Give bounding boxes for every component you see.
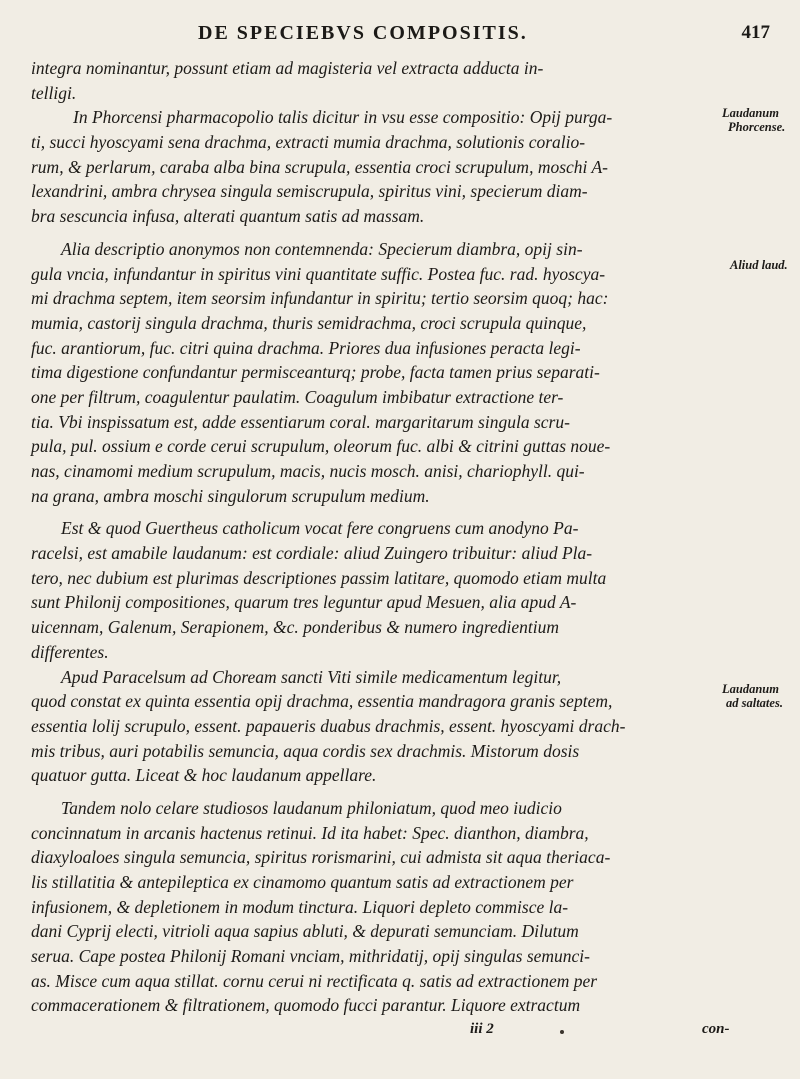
text-line: In Phorcensi pharmacopolio talis dicitur in vsu esse compositio: Opij purga- [73,107,613,128]
text-line: rum, & perlarum, caraba alba bina scrupula, essentia croci scrupulum, moschi A- [31,156,608,177]
text-line: Alia descriptio anonymos non contemnenda: Specierum diambra, opij sin- [61,238,583,259]
text-line: Tandem nolo celare studiosos laudanum philoniatum, quod meo iudicio [61,797,562,818]
text-line: mi drachma septem, item seorsim infundantur in spiritu; tertio seorsim quoq; hac: [31,288,609,309]
text-line: nas, cinamomi medium scrupulum, macis, nucis mosch. anisi, chariophyll. qui- [31,461,585,481]
running-head: DE SPECIEBVS COMPOSITIS. [198,22,528,44]
marginal-note-laudanum-phorcense: Laudanum Phorcense. [722,106,786,134]
body-text [31,56,719,1018]
text-line: essentia lolij scrupulo, essent. papaueris duabus drachmis, essent. hyoscyami drach- [31,715,626,736]
text-line: mumia, castorij singula drachma, thuris semidrachma, croci scrupula quinque, [31,312,587,333]
text-line: sunt Philonij compositiones, quarum tres leguntur apud Mesuen, alia apud A- [31,592,577,613]
text-line: telligi. [31,82,77,103]
text-line: ti, succi hyoscyami sena drachma, extracti mumia drachma, solutionis coralio- [31,132,586,153]
text-line: serua. Cape postea Philonij Romani vnciam, mithridatij, opij singulas semunci- [31,946,590,967]
text-line: integra nominantur, possunt etiam ad magisteria vel extracta adducta in- [31,58,544,78]
text-line: lexandrini, ambra chrysea singula semiscrupula, spiritus vini, specierum diam- [31,181,588,202]
text-line: diaxyloaloes singula semuncia, spiritus rorismarini, cui admista sit aqua theriaca- [31,847,611,868]
text-line: lis stillatitia & antepileptica ex cinamomo quantum satis ad extractionem per [31,872,574,892]
marginal-note-laudanum-ad-saltates: Laudanum ad saltates. [722,682,783,710]
page-number: 417 [741,22,770,43]
text-line: bra sescuncia infusa, alterati quantum satis ad massam. [31,206,425,227]
ink-dot [560,1030,564,1034]
text-line: quod constat ex quinta essentia opij drachma, essentia mandragora granis septem, [31,691,613,712]
text-line: one per filtrum, coagulentur paulatim. Coagulum imbibatur extractione ter- [31,386,564,407]
text-line: Apud Paracelsum ad Choream sancti Viti simile medicamentum legitur, [61,666,562,687]
text-line: mis tribus, auri potabilis semuncia, aqua cordis sex drachmis. Mistorum dosis [31,740,580,761]
text-line: quatuor gutta. Liceat & hoc laudanum appellare. [31,765,377,786]
text-line: concinnatum in arcanis hactenus retinui. Id ita habet: Spec. dianthon, diambra, [31,822,589,843]
marginal-note-aliud-laudanum: Aliud laud. [730,258,788,272]
text-line: Est & quod Guertheus catholicum vocat fere congruens cum anodyno Pa- [61,518,579,539]
catchword: con- [702,1021,730,1037]
text-line: dani Cyprij electi, vitrioli aqua sapius abluti, & depurati semunciam. Dilutum [31,921,579,942]
text-line: na grana, ambra moschi singulorum scrupulum medium. [31,485,430,506]
text-line: tima digestione confundantur permisceanturq; probe, facta tamen prius separati- [31,362,600,383]
text-line: tia. Vbi inspissatum est, adde essentiarum coral. margaritarum singula scru- [31,411,570,432]
text-line: differentes. [31,641,109,662]
text-line: tero, nec dubium est plurimas descriptiones passim latitare, quomodo etiam multa [31,567,607,588]
text-line: commacerationem & filtrationem, quomodo fucci parantur. Liquore extractum [31,995,581,1016]
page-footer [0,1021,800,1043]
text-line: infusionem, & depletionem in modum tinctura. Liquori depleto commisce la- [31,896,569,917]
text-line: uicennam, Galenum, Serapionem, &c. ponderibus & numero ingredientium [31,617,559,638]
page-header [70,22,770,50]
text-line: racelsi, est amabile laudanum: est cordiale: aliud Zuingero tribuitur: aliud Pla- [31,543,593,564]
signature-mark: iii 2 [470,1021,494,1037]
text-line: as. Misce cum aqua stillat. cornu cerui ni rectificata q. satis ad extractionem per [31,970,598,991]
text-line: pula, pul. ossium e corde cerui scrupulum, oleorum fuc. albi & citrini guttas noue- [31,436,611,457]
text-line: gula vncia, infundantur in spiritus vini quantitate suffic. Postea fuc. rad. hyoscya- [31,263,606,284]
text-line: fuc. arantiorum, fuc. citri quina drachma. Priores dua infusiones peracta legi- [31,337,581,358]
